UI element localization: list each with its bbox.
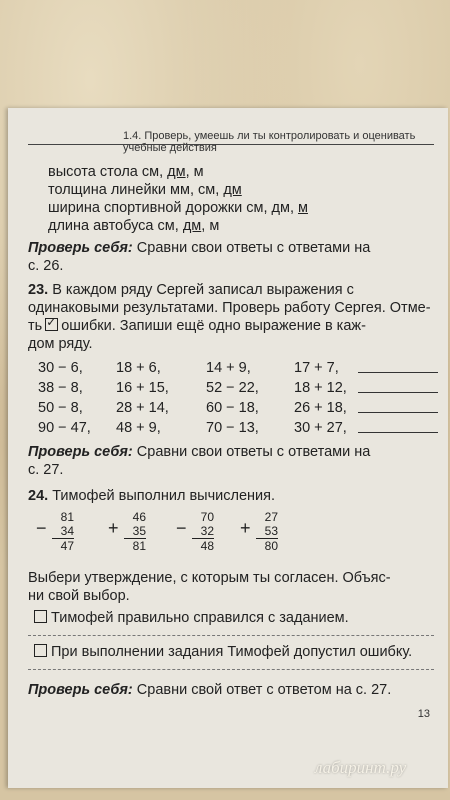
expr: 50 − 8, xyxy=(38,400,83,416)
expr: 26 + 18, xyxy=(294,400,347,416)
operand: 35 xyxy=(132,524,146,538)
task-23-line-4: дом ряду. xyxy=(28,336,93,352)
unit-line-2 xyxy=(48,182,242,198)
expr: 28 + 14, xyxy=(116,400,169,416)
writing-line xyxy=(28,635,434,636)
separator: , xyxy=(189,182,199,198)
task-23-line-1 xyxy=(28,282,354,298)
unit-line-text: длина автобуса xyxy=(48,218,158,234)
operand: 46 xyxy=(132,510,146,524)
answer-blank[interactable] xyxy=(358,360,438,377)
answer-blank[interactable] xyxy=(358,380,438,397)
task-24-line-1 xyxy=(28,488,275,504)
operand: 32 xyxy=(200,524,214,538)
expr: 52 − 22, xyxy=(206,380,259,396)
task-23-line-2: одинаковыми результатами. Проверь работу Сергея. Отме- xyxy=(28,300,431,316)
expr: 17 + 7, xyxy=(294,360,339,376)
unit-line-4 xyxy=(48,218,219,234)
column-computation-1 xyxy=(52,510,74,553)
unit-option: см xyxy=(198,182,216,198)
plus-sign: + xyxy=(240,518,251,538)
result: 81 xyxy=(124,538,146,553)
separator: , xyxy=(185,164,194,180)
expr: 38 − 8, xyxy=(38,380,83,396)
unit-option-underlined: дм xyxy=(167,164,186,180)
column-computation-3 xyxy=(192,510,214,553)
option-label: Тимофей правильно справился с заданием. xyxy=(51,610,349,626)
unit-option: см xyxy=(246,200,264,216)
unit-line-3 xyxy=(48,200,308,216)
result: 80 xyxy=(256,538,278,553)
check-text: Сравни свой ответ с ответом на с. 27. xyxy=(132,682,392,698)
expr: 60 − 18, xyxy=(206,400,259,416)
operand: 53 xyxy=(264,524,278,538)
unit-line-text: высота стола xyxy=(48,164,142,180)
check-text: Сравни свои ответы с ответами на xyxy=(132,240,371,256)
watermark-logo: лабиринт.ру xyxy=(315,758,407,777)
task-text: ть xyxy=(28,318,43,334)
minus-sign: − xyxy=(36,518,47,538)
unit-option: дм xyxy=(271,200,290,216)
check-text: Сравни свои ответы с ответами на xyxy=(132,444,371,460)
unit-option-underlined: м xyxy=(298,200,308,216)
expr: 70 − 13, xyxy=(206,420,259,436)
operand: 81 xyxy=(60,510,74,524)
answer-blank[interactable] xyxy=(358,420,438,437)
column-computation-4 xyxy=(256,510,278,553)
page-number: 13 xyxy=(417,708,430,720)
workbook-page xyxy=(8,108,448,788)
check-yourself-3 xyxy=(28,682,391,698)
operand: 27 xyxy=(264,510,278,524)
check-page-ref-2: с. 27. xyxy=(28,462,64,478)
task-24-question-2: ни свой выбор. xyxy=(28,588,130,604)
separator: , xyxy=(263,200,272,216)
answer-blank[interactable] xyxy=(358,400,438,417)
expr: 18 + 6, xyxy=(116,360,161,376)
expr: 16 + 15, xyxy=(116,380,169,396)
option-correct[interactable] xyxy=(34,610,349,626)
separator: , xyxy=(201,218,210,234)
unit-option: см xyxy=(141,164,160,180)
operand: 70 xyxy=(200,510,214,524)
check-label: Проверь себя: xyxy=(28,444,133,460)
expr: 14 + 9, xyxy=(206,360,251,376)
expr: 30 − 6, xyxy=(38,360,83,376)
check-yourself-2 xyxy=(28,444,370,460)
unit-option-underlined: дм xyxy=(182,218,202,234)
checkmark-box-icon xyxy=(45,318,58,331)
check-yourself-1 xyxy=(28,240,370,256)
unit-option: м xyxy=(193,164,204,180)
checkbox-icon[interactable] xyxy=(34,610,47,623)
result: 47 xyxy=(52,538,74,553)
expr: 30 + 27, xyxy=(294,420,347,436)
unit-line-text: толщина линейки xyxy=(48,182,171,198)
task-24-question-1: Выбери утверждение, с которым ты согласен. Объяс- xyxy=(28,570,391,586)
separator: , xyxy=(159,164,168,180)
option-label: При выполнении задания Тимофей допустил ошибку. xyxy=(51,644,413,660)
task-23-line-3 xyxy=(28,318,366,334)
expr: 90 − 47, xyxy=(38,420,91,436)
writing-line xyxy=(28,669,434,670)
page-header: 1.4. Проверь, умеешь ли ты контролировать и оценивать учебные действия xyxy=(123,130,416,154)
separator: , xyxy=(289,200,298,216)
task-text: В каждом ряду Сергей записал выражения с xyxy=(48,282,354,298)
option-mistake[interactable] xyxy=(34,644,412,660)
task-text: Тимофей выполнил вычисления. xyxy=(48,488,275,504)
check-page-ref-1: с. 26. xyxy=(28,258,64,274)
column-computation-2 xyxy=(124,510,146,553)
check-label: Проверь себя: xyxy=(28,682,133,698)
task-number: 24. xyxy=(28,488,49,504)
task-text: ошибки. Запиши ещё одно выражение в каж- xyxy=(61,318,366,334)
plus-sign: + xyxy=(108,518,119,538)
unit-option-underlined: дм xyxy=(223,182,242,198)
check-label: Проверь себя: xyxy=(28,240,133,256)
unit-line-text: ширина спортивной дорожки xyxy=(48,200,247,216)
task-number: 23. xyxy=(28,282,49,298)
result: 48 xyxy=(192,538,214,553)
unit-line-1 xyxy=(48,164,204,180)
unit-option: мм xyxy=(170,182,190,198)
separator: , xyxy=(174,218,183,234)
unit-option: м xyxy=(209,218,220,234)
separator: , xyxy=(215,182,224,198)
expr: 48 + 9, xyxy=(116,420,161,436)
checkbox-icon[interactable] xyxy=(34,644,47,657)
header-rule xyxy=(28,144,434,145)
minus-sign: − xyxy=(176,518,187,538)
operand: 34 xyxy=(60,524,74,538)
unit-option: см xyxy=(157,218,175,234)
expr: 18 + 12, xyxy=(294,380,347,396)
